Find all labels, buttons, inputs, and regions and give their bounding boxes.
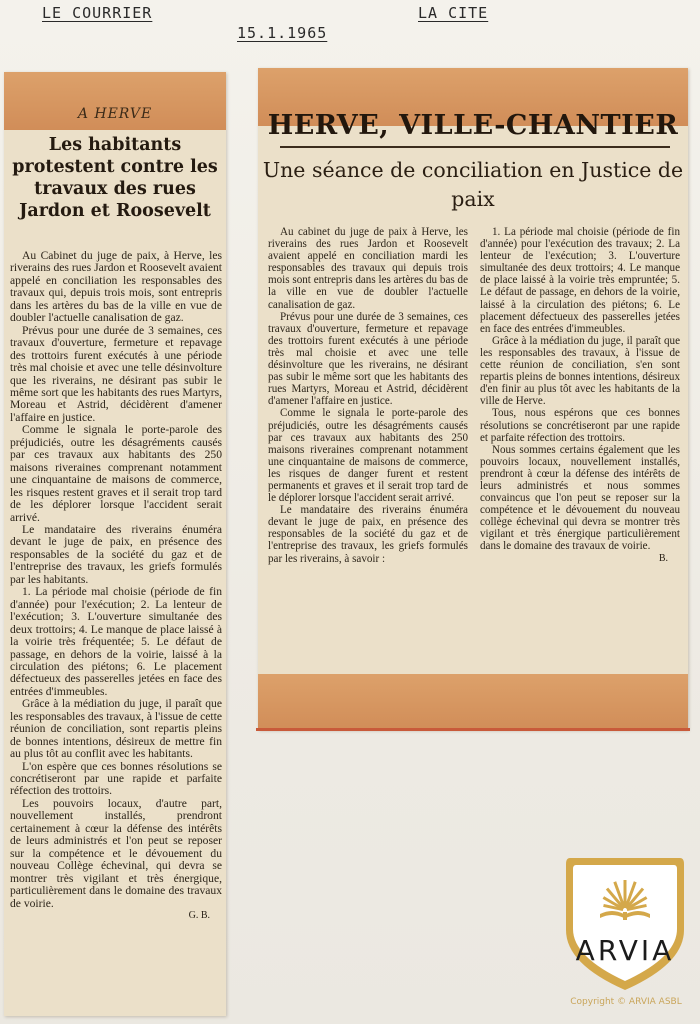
left-signature: G. B. — [188, 910, 210, 922]
shield-icon — [560, 852, 690, 994]
paragraph: Nous sommes certains également que les pouvoirs locaux, nouvellement installés, prendront à cœur la défense des intérêts de leurs administrés et nous sommes convaincus que l'on peut se reposer sur la compétence et le dévouement du nouveau collège échevinal qui devra se montrer très vigilant et très énergique particulièrement dans le domaine des travaux de voirie. — [480, 443, 680, 553]
right-clipping — [258, 68, 688, 730]
left-article-body — [10, 250, 222, 922]
right-signature: B. — [658, 552, 668, 564]
paragraph: Au cabinet du juge de paix à Herve, les riverains des rues Jardon et Roosevelt avaient appelé en conciliation mardi les responsables des travaux qui depuis trois mois sont entrepris dans les artères du bas de la ville en vue de doubler l'actuelle canalisation de gaz. — [268, 226, 468, 311]
paragraph: Tous, nous espérons que ces bonnes résolutions se concrétiseront par une rapide et parfaite réfection des trottoirs. — [480, 407, 680, 444]
article-column-2 — [480, 226, 680, 565]
date-label: 15.1.1965 — [237, 24, 328, 42]
paragraph: 1. La période mal choisie (période de fin d'année) pour l'exécution des travaux; 2. La lenteur de l'exécution; 3. L'ouverture simultanée des deux trottoirs; 4. Le manque de place laissé à la voirie très empruntée; 5. Le défaut de passage, en dehors de la voirie, laissé à la circulation des piétons; 6. Le placement défectueux des passerelles jetées en face des entrées d'immeubles. — [480, 226, 680, 335]
right-article-body — [268, 226, 680, 565]
paragraph: Le mandataire des riverains énuméra devant le juge de paix, en présence des responsables de la société du gaz et de l'entreprise des travaux, les griefs formulés par les riverains, à savoir : — [268, 504, 468, 565]
source-label-right: LA CITE — [418, 4, 489, 22]
paragraph: Grâce à la médiation du juge, il paraît que les responsables des travaux, à l'issue de cette réunion de conciliation, s'en sont repartis pleins de bonnes intentions, désireux d'en finir au plus tôt avec les habitants de la ville de Herve. — [480, 334, 680, 408]
clipping-edge — [256, 728, 690, 731]
headline-rule — [280, 146, 670, 148]
left-clipping — [4, 72, 226, 1016]
tape-strip — [258, 674, 688, 730]
paragraph: Grâce à la médiation du juge, il paraît que les responsables des travaux, à l'issue de cette réunion de conciliation, sont repartis pleins de bonnes intentions, désireux de mettre fin au plus tôt au conflit avec les habitants. — [10, 697, 222, 761]
paragraph: 1. La période mal choisie (période de fin d'année) pour l'exécution; 2. La lenteur de l'exécution; 3. L'ouverture simultanée des deux trottoirs; 4. Le manque de place laissé à la voirie très fréquentée; 5. Le défaut de passage, en dehors de la voirie, laissé à la circulation des piétons; 6. Le placement défectueux des passerelles jetées en face des entrées d'immeubles. — [10, 585, 222, 698]
paragraph: Prévus pour une durée de 3 semaines, ces travaux d'ouverture, fermeture et repavage des trottoirs furent exécutés à une période très mal choisie et avec une telle désinvolture que les riverains, ne désirant pas subir le même sort que les habitants des rues Martyrs, Moreau et Astrid, décidèrent d'amener l'affaire en justice. — [268, 310, 468, 408]
paragraph: Prévus pour une durée de 3 semaines, ces travaux d'ouverture, fermeture et repavage des trottoirs furent exécutés à une période très mal choisie et avec une telle désinvolture que les riverains, ne désirant pas subir le même sort que les habitants des rues Martyrs, Moreau et Astrid, décidèrent d'amener l'affaire en justice. — [10, 323, 222, 424]
article-column-1 — [268, 226, 468, 565]
paragraph: Comme le signala le porte-parole des préjudiciés, outre les désagréments causés par ces travaux aux habitants des 250 maisons riveraines comprenant notamment une cinquantaine de maisons de commerce, les risques de danger furent et restent permanents et graves et il serait trop tard de le déplorer lorsque l'accident serait arrivé. — [268, 407, 468, 505]
paragraph: L'on espère que ces bonnes résolutions se concrétiseront par une rapide et parfaite réfection des trottoirs. — [10, 759, 222, 798]
paragraph: Au Cabinet du juge de paix, à Herve, les riverains des rues Jardon et Roosevelt avaient appelé en conciliation les responsables des travaux qui, depuis trois mois, sont entrepris dans les artères du bas de la ville en vue de doubler l'actuelle canalisation de gaz. — [10, 249, 222, 325]
left-headline: Les habitants protestent contre les travaux des rues Jardon et Roosevelt — [12, 135, 218, 221]
logo-wordmark: ARVIA — [575, 934, 675, 967]
left-kicker: A HERVE — [77, 106, 153, 122]
paragraph: Le mandataire des riverains énuméra devant le juge de paix, en présence des responsables de la société du gaz et de l'entreprise des travaux, les griefs formulés par les habitants. — [10, 522, 222, 586]
source-label-left: LE COURRIER — [42, 4, 153, 22]
paragraph: Les pouvoirs locaux, d'autre part, nouvellement installés, prendront certainement à cœur la défense des intérêts de leurs administrés et l'on peut se reposer sur la compétence et le dévouement du nouveau Collège échevinal, qui devra se montrer très vigilant et très énergique, particulièrement dans le domaine des travaux de voirie. — [10, 796, 222, 910]
right-headline: HERVE, VILLE-CHANTIER — [267, 110, 679, 141]
paragraph: Comme le signala le porte-parole des préjudiciés, outre les désagréments causés par ces travaux aux habitants des 250 maisons riveraines comprenant notamment une cinquantaine de maisons de commerce, les risques restent graves et il serait trop tard de les déplorer lorsque l'accident serait arrivé. — [10, 423, 222, 524]
copyright-notice: Copyright © ARVIA ASBL — [570, 997, 682, 1007]
arvia-logo — [560, 852, 690, 994]
right-subheadline: Une séance de conciliation en Justice de paix — [262, 158, 684, 211]
